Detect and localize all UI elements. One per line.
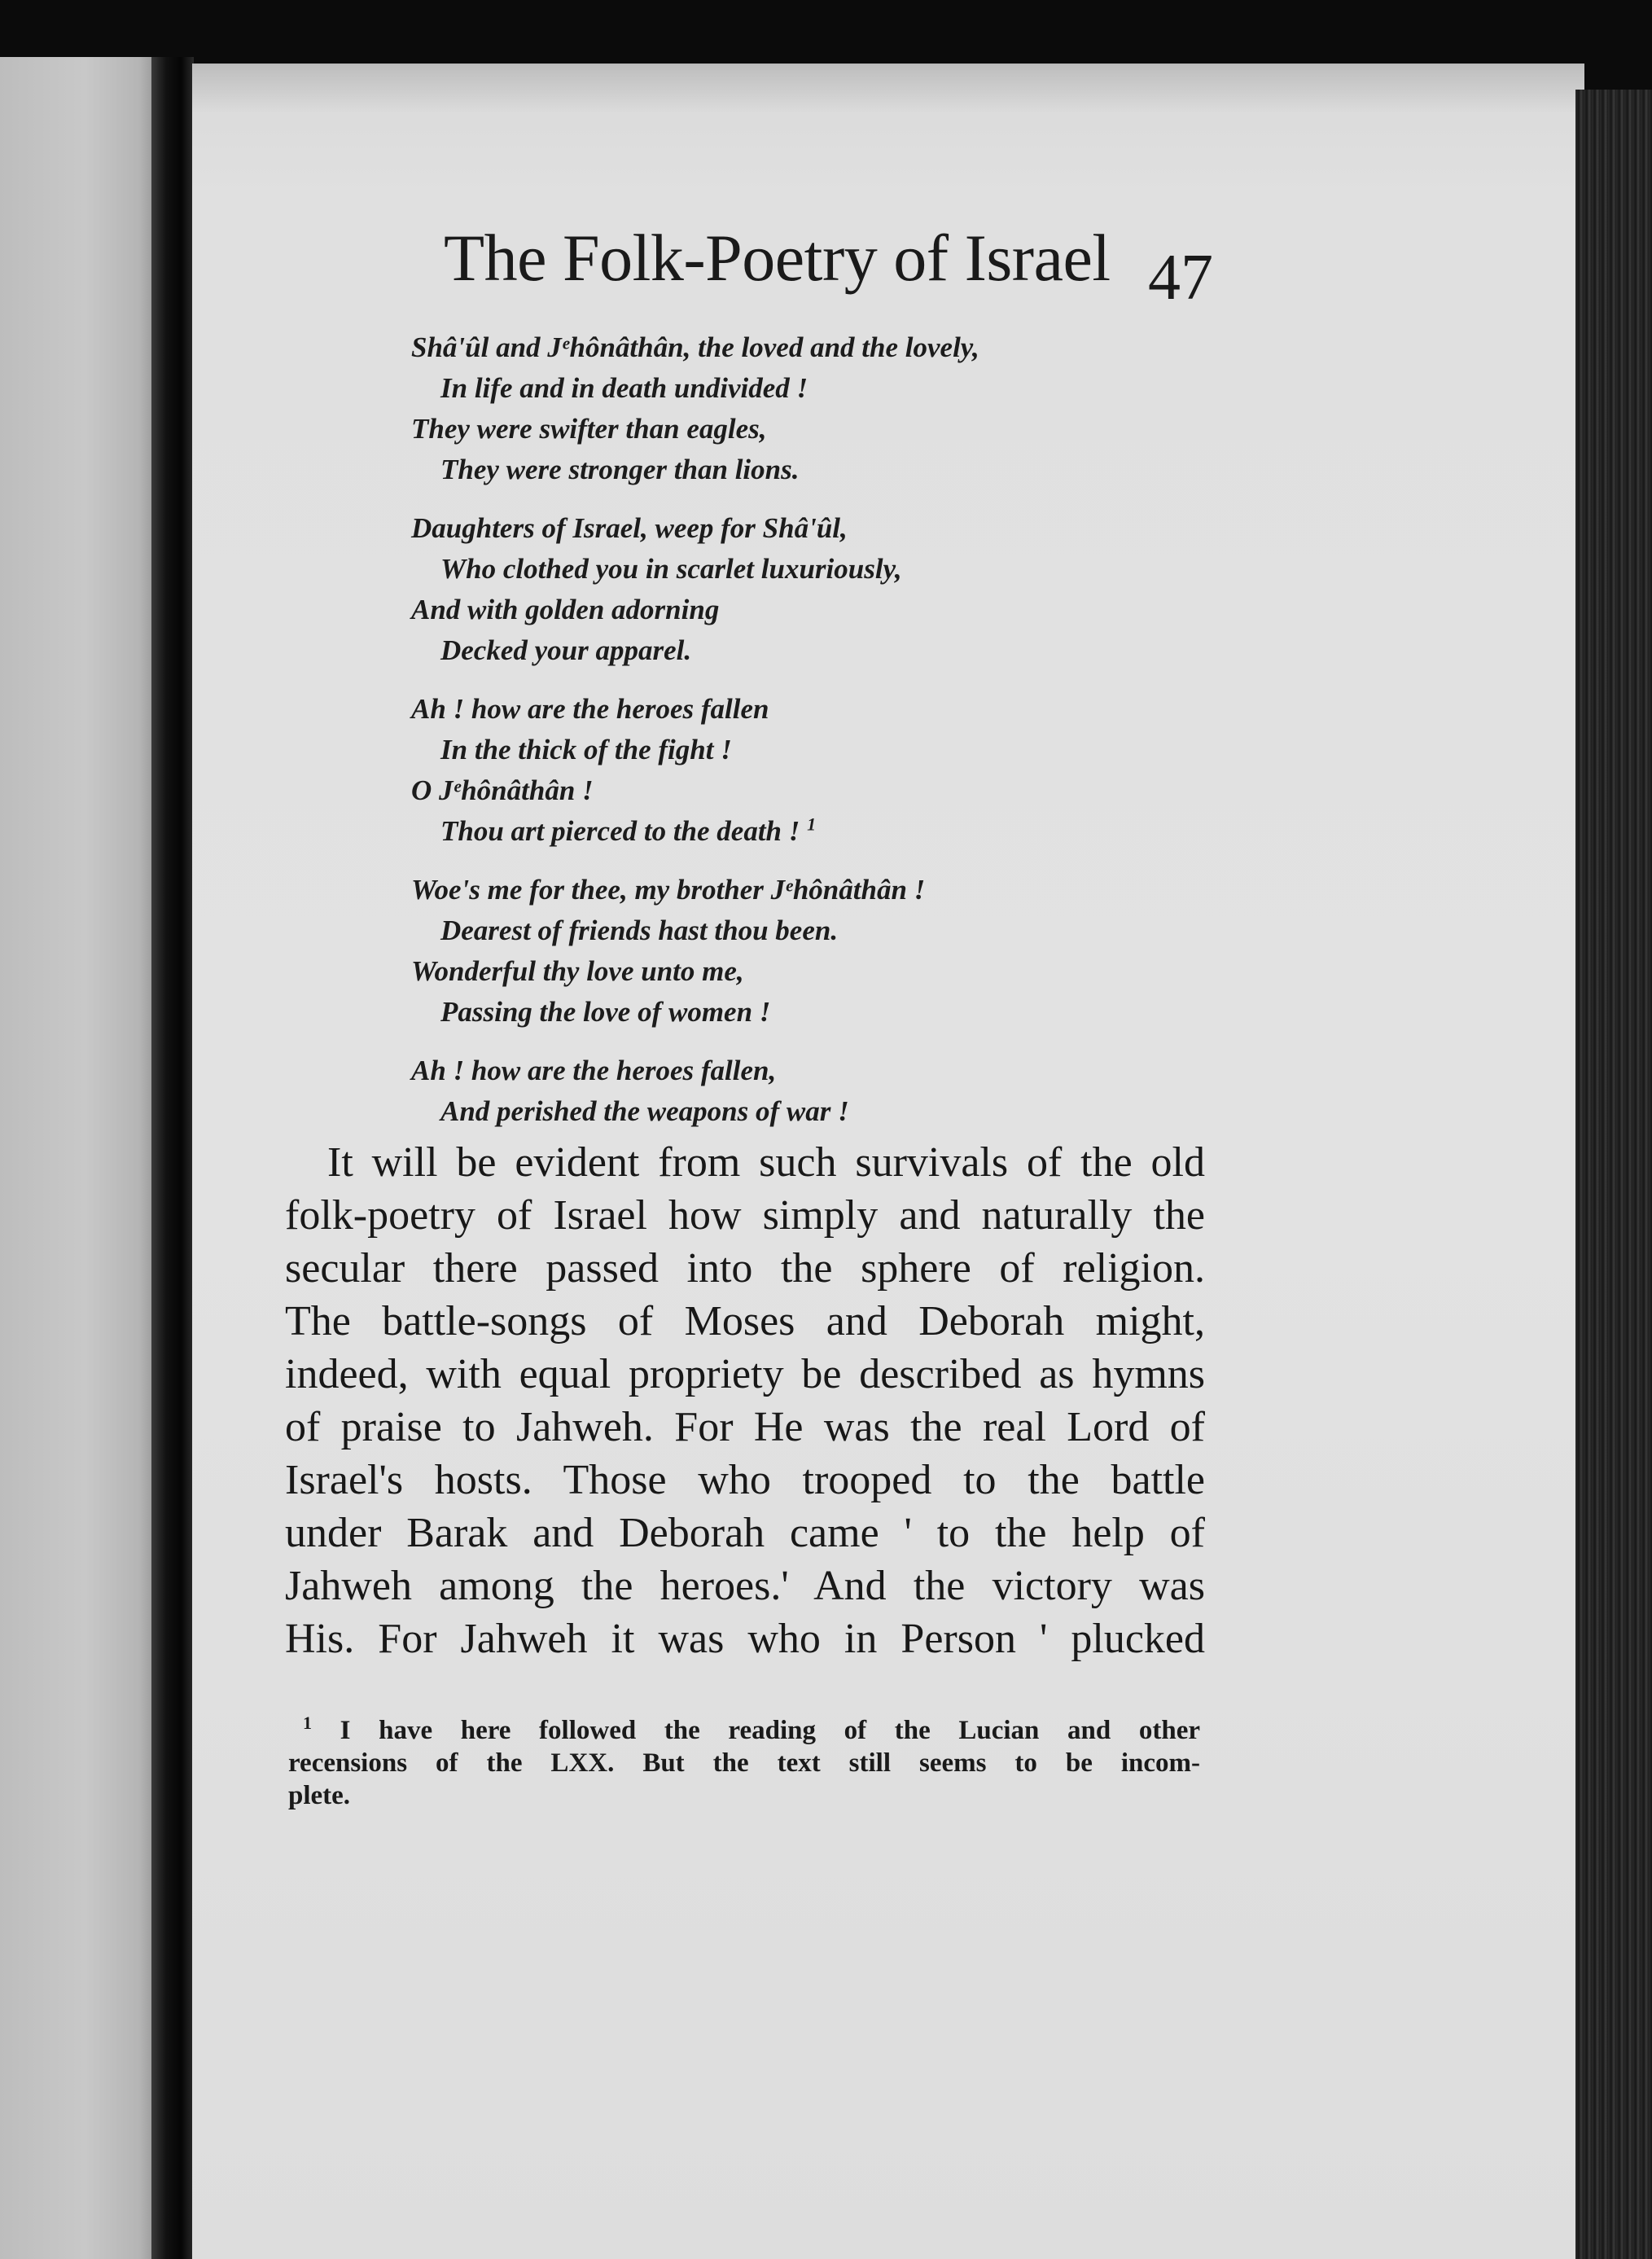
poem-line: And perished the weapons of war ! xyxy=(440,1095,849,1127)
body-line: Israel's hosts. Those who trooped to the battle xyxy=(285,1457,1205,1503)
poem-line: Shâ'ûl and Jᵉhônâthân, the loved and the lovely, xyxy=(411,331,979,363)
body-line: His. For Jahweh it was who in Person ' plucked xyxy=(285,1616,1205,1662)
poem-line: In life and in death undivided ! xyxy=(440,372,808,404)
body-line: The battle-songs of Moses and Deborah might, xyxy=(285,1298,1205,1344)
body-line: It will be evident from such survivals of the old xyxy=(327,1139,1205,1186)
poem-stanza xyxy=(411,1051,1209,1132)
poem-stanza xyxy=(411,870,1209,1033)
body-line: secular there passed into the sphere of religion. xyxy=(285,1245,1205,1292)
body-line: of praise to Jahweh. For He was the real Lord of xyxy=(285,1404,1205,1450)
poem-line: Ah ! how are the heroes fallen, xyxy=(411,1055,777,1086)
page-top-shadow xyxy=(192,64,1584,112)
body-paragraph xyxy=(285,1136,1205,1665)
poem-line-text: Thou art pierced to the death ! xyxy=(440,815,800,847)
poem-line: Passing the love of women ! xyxy=(440,996,771,1028)
poem-line: Daughters of Israel, weep for Shâ'ûl, xyxy=(411,512,848,544)
poem-line xyxy=(411,811,1209,852)
poem-line: They were swifter than eagles, xyxy=(411,413,767,445)
body-line: Jahweh among the heroes.' And the victory was xyxy=(285,1563,1205,1609)
poem-stanza xyxy=(411,508,1209,671)
body-line: under Barak and Deborah came ' to the help of xyxy=(285,1510,1205,1556)
poem-line: Wonderful thy love unto me, xyxy=(411,955,744,987)
footnote-marker: 1 xyxy=(303,1713,312,1733)
poem-line: Dearest of friends hast thou been. xyxy=(440,915,839,946)
running-head-title: The Folk-Poetry of Israel xyxy=(444,221,1111,295)
left-page-edge xyxy=(0,57,155,2259)
footnote-line xyxy=(288,1714,1200,1747)
body-line: indeed, with equal propriety be described as hymns xyxy=(285,1351,1205,1397)
poem-block xyxy=(411,327,1209,1150)
poem-stanza xyxy=(411,689,1209,852)
poem-line: Decked your apparel. xyxy=(440,634,692,666)
footnote-line-text: I have here followed the reading of the Lucian and other xyxy=(340,1716,1200,1745)
book-gutter xyxy=(151,57,194,2259)
page-stack-edge xyxy=(1575,90,1652,2259)
poem-line: Ah ! how are the heroes fallen xyxy=(411,693,769,725)
poem-stanza xyxy=(411,327,1209,490)
page-number: 47 xyxy=(1148,242,1213,314)
poem-line: Who clothed you in scarlet luxuriously, xyxy=(440,553,902,585)
poem-line: They were stronger than lions. xyxy=(440,454,800,485)
poem-line: Woe's me for thee, my brother Jᵉhônâthân ! xyxy=(411,874,926,906)
footnote-line: plete. xyxy=(288,1781,351,1810)
footnote xyxy=(288,1714,1200,1812)
poem-line: O Jᵉhônâthân ! xyxy=(411,774,594,806)
body-line: folk-poetry of Israel how simply and naturally the xyxy=(285,1192,1205,1239)
footnote-reference: 1 xyxy=(807,814,817,835)
poem-line: In the thick of the fight ! xyxy=(440,734,732,765)
poem-line: And with golden adorning xyxy=(411,594,720,625)
footnote-line: recensions of the LXX. But the text still seems to be incom- xyxy=(288,1748,1200,1778)
